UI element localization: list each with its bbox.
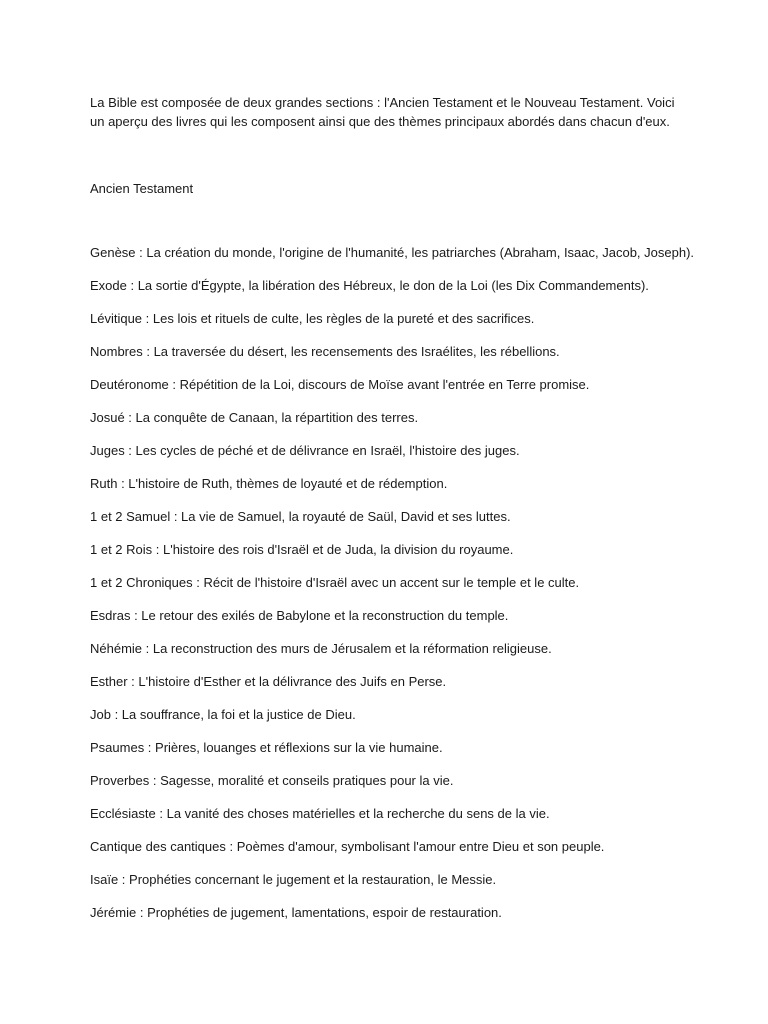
book-item-nombres: Nombres : La traversée du désert, les recensements des Israélites, les rébellions.: [90, 344, 560, 359]
book-item-esdras: Esdras : Le retour des exilés de Babylone et la reconstruction du temple.: [90, 608, 509, 623]
book-item-ecclesiaste: Ecclésiaste : La vanité des choses matérielles et la recherche du sens de la vie.: [90, 806, 550, 821]
intro-paragraph: La Bible est composée de deux grandes sections : l'Ancien Testament et le Nouveau Testament. Voici un aperçu des livres qui les composent ainsi que des thèmes principaux abordés dans chacun d'eux.: [90, 95, 675, 129]
book-item-rois: 1 et 2 Rois : L'histoire des rois d'Israël et de Juda, la division du royaume.: [90, 542, 514, 557]
book-list: [90, 243, 730, 936]
book-item-isaie: Isaïe : Prophéties concernant le jugement et la restauration, le Messie.: [90, 872, 497, 887]
book-item-ruth: Ruth : L'histoire de Ruth, thèmes de loyauté et de rédemption.: [90, 476, 448, 491]
section-title-ancien-testament: Ancien Testament: [90, 181, 194, 196]
book-item-deuteronome: Deutéronome : Répétition de la Loi, discours de Moïse avant l'entrée en Terre promise.: [90, 377, 590, 392]
book-item-levitique: Lévitique : Les lois et rituels de culte, les règles de la pureté et des sacrifices.: [90, 311, 535, 326]
book-item-jeremie: Jérémie : Prophéties de jugement, lamentations, espoir de restauration.: [90, 905, 502, 920]
book-item-juges: Juges : Les cycles de péché et de délivrance en Israël, l'histoire des juges.: [90, 443, 520, 458]
book-item-genese: Genèse : La création du monde, l'origine de l'humanité, les patriarches (Abraham, Isaac, Jacob, Joseph).: [90, 245, 695, 260]
book-item-esther: Esther : L'histoire d'Esther et la délivrance des Juifs en Perse.: [90, 674, 447, 689]
book-item-exode: Exode : La sortie d'Égypte, la libération des Hébreux, le don de la Loi (les Dix Commandements).: [90, 278, 649, 293]
book-item-proverbes: Proverbes : Sagesse, moralité et conseils pratiques pour la vie.: [90, 773, 454, 788]
book-item-chroniques: 1 et 2 Chroniques : Récit de l'histoire d'Israël avec un accent sur le temple et le culte.: [90, 575, 580, 590]
book-item-josue: Josué : La conquête de Canaan, la répartition des terres.: [90, 410, 419, 425]
book-item-job: Job : La souffrance, la foi et la justice de Dieu.: [90, 707, 356, 722]
book-item-cantique: Cantique des cantiques : Poèmes d'amour, symbolisant l'amour entre Dieu et son peuple.: [90, 839, 605, 854]
book-item-nehemie: Néhémie : La reconstruction des murs de Jérusalem et la réformation religieuse.: [90, 641, 552, 656]
book-item-psaumes: Psaumes : Prières, louanges et réflexions sur la vie humaine.: [90, 740, 443, 755]
book-item-samuel: 1 et 2 Samuel : La vie de Samuel, la royauté de Saül, David et ses luttes.: [90, 509, 511, 524]
